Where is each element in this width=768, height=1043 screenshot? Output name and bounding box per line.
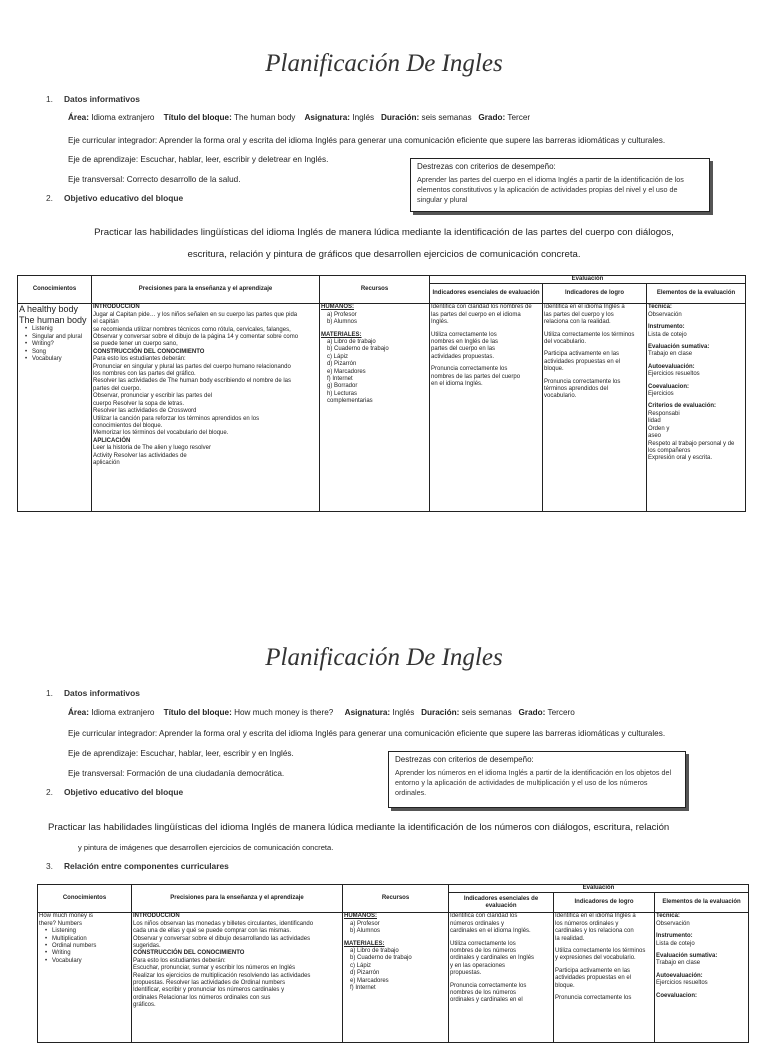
text-line: ordinales y cardinales en Inglés xyxy=(450,955,535,962)
text-line: Identifica en el idioma Inglés a xyxy=(544,304,625,311)
header-recursos: Recursos xyxy=(343,885,449,913)
text-line: cuerpo Resolver la sopa de letras. xyxy=(93,400,185,407)
cell-elementos xyxy=(655,913,749,1043)
group-label: Evaluación sumativa: xyxy=(648,344,710,351)
list-item: a) Libro de trabajo xyxy=(327,339,376,346)
text-line: Observar y conversar sobre el dibujo desarrollando las actividades xyxy=(133,935,311,942)
box-title: Destrezas con criterios de desempeño: xyxy=(395,755,534,764)
cell-indicadores-esenciales xyxy=(449,913,554,1043)
text-line: se recomienda utilizar nombres técnicos como rótula, cervicales, falanges, xyxy=(93,326,291,333)
text-line: Realizar los ejercicios de multiplicación resolviendo las actividades xyxy=(133,972,311,979)
text-line: Pronuncia correctamente los xyxy=(555,995,632,1002)
text-line: vocabulario. xyxy=(544,393,577,400)
group-label: Coevaluacion: xyxy=(656,992,698,999)
cell-indicadores-esenciales xyxy=(430,304,543,512)
header-indicadores-logro: Indicadores de logro xyxy=(543,284,647,304)
text-line: en el idioma Inglés. xyxy=(431,381,483,388)
eje-transversal: Eje transversal: Formación de una ciudadanía democrática. xyxy=(68,769,285,778)
eje-aprendizaje: Eje de aprendizaje: Escuchar, hablar, leer, escribir y en Inglés. xyxy=(68,749,294,758)
group-label: Tecnica: xyxy=(656,913,680,920)
text-line: Pronuncia correctamente los xyxy=(450,982,527,989)
text-line: el capitán xyxy=(93,319,119,326)
section-objetivo: 2. Objetivo educativo del bloque xyxy=(46,787,184,797)
text-line: la realidad. xyxy=(555,935,585,942)
text-line: bloque. xyxy=(555,982,575,989)
cell-indicadores-logro xyxy=(543,304,647,512)
text-line: Orden y xyxy=(648,425,670,432)
list-item: c) Lápiz xyxy=(350,962,372,969)
group-label: Autoevaluación: xyxy=(648,363,695,370)
page-title: Planificación De Ingles xyxy=(265,50,503,77)
group-label: Instrumento: xyxy=(648,324,685,331)
cell-recursos: HUMANOS: a) Profesor b) Alumnos MATERIALES: a) Libro de trabajo b) Cuaderno de trabajo c) Lápiz d) Pizarrón e) Marcadores f) Internet xyxy=(343,913,449,1043)
text-line: Respeto al trabajo personal y de xyxy=(648,440,735,447)
text-line: y expresiones del vocabulario. xyxy=(555,955,636,962)
text-line: términos aprendidos del xyxy=(544,386,609,393)
list-item: d) Pizarrón xyxy=(350,970,380,977)
list-item: g) Borrador xyxy=(327,383,358,390)
box-text: Aprender los números en el idioma Inglés a partir de la identificación en los objetos del entorno y la aplicación de actividades de multiplicación y el uso de los números ordinales. xyxy=(395,768,672,797)
text-line: se puede tener un cuerpo sano, xyxy=(93,341,178,348)
list-item: e) Marcadores xyxy=(327,368,366,375)
text-line: Expresión oral y escrita. xyxy=(648,455,713,462)
cell-conocimientos: How much money is there? Numbers • Listening • Multiplication • Ordinal numbers • Writing • Vocabulary xyxy=(38,913,132,1043)
text-line: Observar y conversar sobre el dibujo de la página 14 y comentar sobre como xyxy=(93,334,299,341)
text-line: Identificar, escribir y pronunciar los números cardinales y xyxy=(133,987,285,994)
section-heading: INTRODUCCION xyxy=(93,304,140,311)
list-item: b) Cuaderno de trabajo xyxy=(327,346,389,353)
text-line: actividades propuestas en el xyxy=(555,975,632,982)
text-line: Utiliza correctamente los xyxy=(450,940,516,947)
cell-elementos xyxy=(647,304,746,512)
text-line: los compañeros xyxy=(648,447,691,454)
text-line: propuestas. xyxy=(450,970,482,977)
group-label: Coevaluacion: xyxy=(648,383,690,390)
text-line: Observación xyxy=(648,311,682,318)
list-item: f) Internet xyxy=(350,985,376,992)
text-line: y en las operaciones xyxy=(450,962,506,969)
text-line: los números ordinales y xyxy=(555,920,619,927)
eje-curricular: Eje curricular integrador: Aprender la forma oral y escrita del idioma Inglés para generar una comunicación eficiente que supere las barreras idiomáticas y culturales. xyxy=(68,729,666,738)
text-line: propuestas. Resolver las actividades de Ordinal numbers xyxy=(133,980,286,987)
info-row: Área: Idioma extranjero Título del bloque: The human body Asignatura: Inglés Duración: seis semanas Grado: Tercer xyxy=(68,113,531,122)
precisiones-list xyxy=(133,913,341,1009)
text-line: Participa activamente en las xyxy=(544,351,620,358)
text-line: Identifica con claridad los nombres de xyxy=(431,304,532,311)
box-text: Aprender las partes del cuerpo en el idioma Inglés a partir de la identificación de los elementos constitutivos y la aplicación de actividades propias del nivel y el uso de singular y plural xyxy=(417,175,684,204)
text-line: Ejercicios resueltos xyxy=(656,980,708,987)
box-title: Destrezas con criterios de desempeño: xyxy=(417,162,556,171)
list-item: b) Cuaderno de trabajo xyxy=(350,955,412,962)
curricular-table xyxy=(17,275,746,512)
text-line: Para esto los estudiantes deberán: xyxy=(93,356,186,363)
text-line: Resolver las actividades de Crossword xyxy=(93,408,197,415)
curricular-table xyxy=(37,884,749,1043)
text-line: Los niños observan las monedas y billetes circulantes, identificando xyxy=(133,920,314,927)
text-line: nombres de las partes del cuerpo xyxy=(431,373,521,380)
text-line: partes del cuerpo. xyxy=(93,385,142,392)
section-datos-informativos: 1. Datos informativos xyxy=(46,688,140,698)
text-line: Pronunciar en singular y plural las partes del cuerpo humano relacionando xyxy=(93,363,291,370)
text-line: Ejercicios resueltos xyxy=(648,371,700,378)
text-line: Responsabi xyxy=(648,410,680,417)
cell-conocimientos: A healthy body The human body • Listenig • Singular and plural • Writing? • Song • Vocabulary xyxy=(18,304,92,512)
header-indicadores-esenciales: Indicadores esenciales de evaluación xyxy=(449,893,554,913)
eje-transversal: Eje transversal: Correcto desarrollo de la salud. xyxy=(68,175,241,184)
list-item: h) Lecturas xyxy=(327,390,358,397)
text-line: Activity Resolver las actividades de xyxy=(93,452,187,459)
text-line: nombres en Inglés de las xyxy=(431,339,499,346)
table-row xyxy=(18,304,746,512)
text-line: Utiliza correctamente los términos xyxy=(555,948,646,955)
eje-aprendizaje: Eje de aprendizaje: Escuchar, hablar, leer, escribir y deletrear en Inglés. xyxy=(68,155,329,164)
text-line: sugeridas. xyxy=(133,943,161,950)
text-line: los nombres con las partes del gráfico. xyxy=(93,371,196,378)
text-line: Pronuncia correctamente los xyxy=(431,366,508,373)
cell-precisiones xyxy=(132,913,343,1043)
header-elementos: Elementos de la evaluación xyxy=(655,893,749,913)
objective-text-cont: y pintura de imágenes que desarrollen ejercicios de comunicación concreta. xyxy=(78,843,334,852)
text-line: números ordinales y xyxy=(450,920,505,927)
section-heading: INTRODUCCION xyxy=(133,913,180,920)
materiales-list xyxy=(344,948,447,992)
text-line: Escuchar, pronunciar, sumar y escribir los números en Inglés xyxy=(133,965,296,972)
list-item: c) Lápiz xyxy=(327,353,349,360)
text-line: Identifica con claridad los xyxy=(450,913,518,920)
precisiones-list xyxy=(93,304,318,467)
text-line: partes del cuerpo en las xyxy=(431,346,496,353)
info-row: Área: Idioma extranjero Título del bloque: How much money is there? Asignatura: Inglés Duración: seis semanas Grado: Tercero xyxy=(68,708,575,717)
text-line: Participa activamente en las xyxy=(555,967,631,974)
header-conocimientos: Conocimientos xyxy=(38,885,132,913)
text-line: conocimientos del bloque. xyxy=(93,422,163,429)
text-line: aseo xyxy=(648,433,662,440)
header-indicadores-logro: Indicadores de logro xyxy=(554,893,655,913)
section-relacion: 3. Relación entre componentes curriculares xyxy=(46,861,229,871)
text-line: nombres de los números xyxy=(450,990,517,997)
text-line: Lista de cotejo xyxy=(648,331,687,338)
objective-text: Practicar las habilidades lingüísticas del idioma Inglés de manera lúdica mediante la identificación de los números con diálogos, escritura, relación xyxy=(48,822,670,833)
section-datos-informativos: 1. Datos informativos xyxy=(46,94,140,104)
section-objetivo: 2. Objetivo educativo del bloque xyxy=(46,193,184,203)
group-label: Tecnica: xyxy=(648,304,672,311)
text-line: lidad xyxy=(648,418,661,425)
page-title: Planificación De Ingles xyxy=(265,644,503,671)
header-indicadores-esenciales: Indicadores esenciales de evaluación xyxy=(430,284,543,304)
text-line: ordinales Relacionar los números ordinales con sus xyxy=(133,994,271,1001)
list-item: a) Libro de trabajo xyxy=(350,948,399,955)
cell-recursos: HUMANOS: a) Profesor b) Alumnos MATERIALES: a) Libro de trabajo b) Cuaderno de trabajo c) Lápiz d) Pizarrón e) Marcadores f) Internet g) Borrador h) Lecturas complementarias xyxy=(320,304,430,512)
text-line: Observar, pronunciar y escribir las partes del xyxy=(93,393,213,400)
section-heading: CONSTRUCCIÓN DEL CONOCIMIENTO xyxy=(133,950,245,957)
text-line: nombres de los números xyxy=(450,948,517,955)
text-line: las partes del cuerpo en el idioma xyxy=(431,311,521,318)
destrezas-box xyxy=(388,751,686,808)
materiales-list xyxy=(321,339,428,406)
group-label: Autoevaluación: xyxy=(656,972,703,979)
text-line: Observación xyxy=(656,920,690,927)
text-line: bloque. xyxy=(544,366,564,373)
text-line: gráficos. xyxy=(133,1002,156,1009)
eje-curricular: Eje curricular integrador: Aprender la forma oral y escrita del idioma Inglés para generar una comunicación eficiente que supere las barreras idiomáticas y culturales. xyxy=(68,136,666,145)
objective-text: Practicar las habilidades lingüísticas del idioma Inglés de manera lúdica mediante la identificación de las partes del cuerpo con diálogos, escritura, relación y pintura de gráficos que desarrollen ejercicios de comunicación concreta. xyxy=(94,227,674,260)
header-evaluacion: Evaluación xyxy=(449,885,749,893)
text-line: las partes del cuerpo y los xyxy=(544,311,614,318)
header-precisiones: Precisiones para la enseñanza y el aprendizaje xyxy=(92,276,320,304)
text-line: Resolver las actividades de The human body escribiendo el nombre de las xyxy=(93,378,292,385)
list-item: e) Marcadores xyxy=(350,977,389,984)
text-line: Lista de cotejo xyxy=(656,940,695,947)
text-line: cada una de ellas y qué se puede comprar con las mismas. xyxy=(133,928,292,935)
text-line: Identifica en el idioma Inglés a xyxy=(555,913,636,920)
text-line: cardinales y los relaciona con xyxy=(555,928,634,935)
text-line: Trabajo en clase xyxy=(648,351,693,358)
header-conocimientos: Conocimientos xyxy=(18,276,92,304)
text-line: relaciona con la realidad. xyxy=(544,319,611,326)
group-label: Evaluación sumativa: xyxy=(656,953,718,960)
text-line: Utiliza correctamente los términos xyxy=(544,331,635,338)
group-label: Instrumento: xyxy=(656,933,693,940)
text-line: cardinales en el idioma Inglés. xyxy=(450,928,531,935)
section-heading: CONSTRUCCIÓN DEL CONOCIMIENTO xyxy=(93,348,205,355)
destrezas-box xyxy=(410,158,710,212)
cell-precisiones xyxy=(92,304,320,512)
text-line: Trabajo en clase xyxy=(656,960,701,967)
header-recursos: Recursos xyxy=(320,276,430,304)
header-elementos: Elementos de la evaluación xyxy=(647,284,746,304)
list-item: d) Pizarrón xyxy=(327,361,357,368)
list-item: complementarias xyxy=(327,398,373,405)
text-line: Utiliza correctamente los xyxy=(431,331,497,338)
text-line: aplicación xyxy=(93,459,120,466)
text-line: Jugar al Capitan pide… y los niños señalen en su cuerpo las partes que pida xyxy=(93,311,298,318)
text-line: Inglés. xyxy=(431,319,449,326)
header-precisiones: Precisiones para la enseñanza y el aprendizaje xyxy=(132,885,343,913)
text-line: Pronuncia correctamente los xyxy=(544,378,621,385)
text-line: ordinales y cardinales en el xyxy=(450,997,523,1004)
group-label: Criterios de evaluación: xyxy=(648,403,717,410)
table-row xyxy=(38,913,749,1043)
cell-indicadores-logro xyxy=(554,913,655,1043)
text-line: actividades propuestas en el xyxy=(544,358,621,365)
text-line: del vocabulario. xyxy=(544,339,587,346)
header-evaluacion: Evaluación xyxy=(430,276,746,284)
text-line: Ejercicios xyxy=(648,391,674,398)
text-line: Para esto los estudiantes deberán: xyxy=(133,957,226,964)
section-heading: APLICACIÓN xyxy=(93,437,131,444)
list-item: f) Internet xyxy=(327,376,353,383)
text-line: actividades propuestas. xyxy=(431,353,495,360)
text-line: Leer la historia de The alien y luego resolver xyxy=(93,445,211,452)
text-line: Utilizar la canción para reforzar los términos aprendidos en los xyxy=(93,415,260,422)
text-line: Memorizar los términos del vocabulario del bloque. xyxy=(93,430,229,437)
